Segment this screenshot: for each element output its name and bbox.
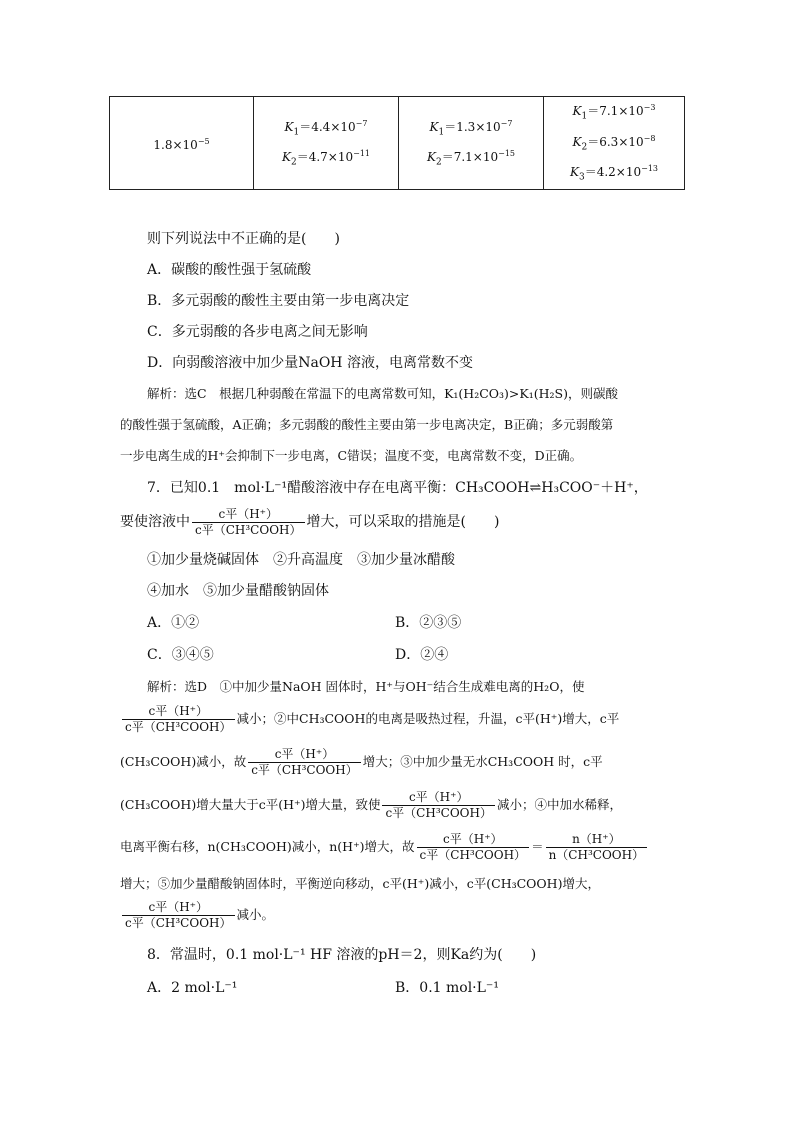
cell-exp: −5: [197, 136, 210, 146]
cell-value: 1.8×10: [153, 137, 198, 152]
k-sub: 2: [435, 157, 442, 168]
table-cell-3: [399, 97, 544, 190]
q7-explanation-line-1: 解析：选D ①中加少量NaOH 固体时，H⁺与OH⁻结合生成难电离的H₂O，使: [147, 679, 585, 694]
fraction-numerator: c平（H⁺）: [122, 900, 235, 916]
fraction-numerator: n（H⁺）: [546, 832, 648, 848]
q7-line-2: [120, 505, 680, 539]
k-sub: 2: [290, 157, 297, 168]
q6-explanation-line-3: 一步电离生成的H⁺会抑制下一步电离，C错误；温度不变，电离常数不变，D正确。: [120, 448, 583, 463]
ratio-fraction: [192, 507, 305, 538]
table-cell-2: [254, 97, 399, 190]
fraction-numerator: c平（H⁺）: [192, 507, 305, 523]
k-exp: −3: [643, 103, 656, 113]
q7-measures-2: ④加水 ⑤加少量醋酸钠固体: [147, 583, 329, 599]
k-value: ＝4.7×10: [296, 150, 354, 164]
fraction-denominator: c平（CH³COOH）: [125, 916, 232, 930]
q7-line-1: 7．已知0.1 mol·L⁻¹醋酸溶液中存在电离平衡：CH₃COOH⇌H₃COO⁻＋H⁺，: [147, 480, 648, 496]
explanation-text: (CH₃COOH)增大量大于c平(H⁺)增大量，致使: [120, 797, 381, 812]
q7-explanation-line-3: [120, 745, 680, 779]
ionization-constants-table: [109, 96, 685, 190]
ratio-fraction: [417, 832, 530, 863]
k-sub: 1: [581, 111, 588, 122]
q7-options-row-1: [147, 613, 707, 633]
q7-line-2-pre: 要使溶液中: [120, 514, 190, 530]
fraction-denominator: c平（CH³COOH）: [251, 763, 358, 777]
q7-explanation-line-4: [120, 788, 680, 822]
q8-option-a: A．2 mol·L⁻¹: [147, 980, 238, 996]
ratio-fraction: [248, 747, 361, 778]
q6-explanation-line-1: 解析：选C 根据几种弱酸在常温下的电离常数可知，K₁(H₂CO₃)>K₁(H₂S)，则碳酸: [147, 386, 618, 401]
fraction-numerator: c平（H⁺）: [248, 747, 361, 763]
k-symbol: K: [572, 104, 582, 119]
k-exp: −13: [641, 164, 658, 174]
k-value: ＝7.1×10: [587, 104, 644, 119]
q7-explanation-line-6: 增大；⑤加少量醋酸钠固体时，平衡逆向移动，c平(H⁺)减小，c平(CH₃COOH)增大，: [120, 876, 600, 891]
fraction-numerator: c平（H⁺）: [382, 790, 495, 806]
k-symbol: K: [569, 165, 579, 180]
q6-stem: 则下列说法中不正确的是( ): [147, 231, 340, 247]
k-symbol: K: [426, 150, 436, 164]
fraction-denominator: c平（CH³COOH）: [419, 848, 527, 862]
k-value: ＝1.3×10: [444, 119, 501, 134]
k-sub: 2: [581, 142, 588, 153]
q7-explanation-line-5: [120, 830, 680, 864]
q6-option-a: A．碳酸的酸性强于氢硫酸: [147, 262, 312, 278]
k-symbol: K: [284, 119, 294, 134]
k-exp: −15: [498, 149, 515, 158]
explanation-text: (CH₃COOH)减小，故: [120, 754, 247, 769]
k-value: ＝7.1×10: [441, 150, 499, 164]
q8-options-row-1: [147, 978, 707, 998]
q6-option-d: D．向弱酸溶液中加少量NaOH 溶液，电离常数不变: [147, 355, 473, 371]
explanation-text: 增大；③中加少量无水CH₃COOH 时，c平: [362, 754, 603, 769]
ratio-fraction: [122, 900, 235, 931]
k-exp: −7: [500, 118, 513, 128]
explanation-text: 电离平衡右移，n(CH₃COOH)减小，n(H⁺)增大，故: [120, 839, 415, 854]
explanation-text: 减小；②中CH₃COOH的电离是吸热过程，升温，c平(H⁺)增大，c平: [236, 711, 620, 726]
q7-option-c: C．③④⑤: [147, 647, 214, 663]
k-sub: 1: [293, 127, 300, 137]
fraction-denominator: c平（CH³COOH）: [385, 806, 492, 820]
q6-explanation-line-2: 的酸性强于氢硫酸，A正确；多元弱酸的酸性主要由第一步电离决定，B正确；多元弱酸第: [120, 417, 614, 432]
q7-options-row-2: [147, 645, 707, 665]
q8-stem: 8．常温时，0.1 mol·L⁻¹ HF 溶液的pH＝2，则Ka约为( ): [147, 947, 537, 963]
q6-option-b: B．多元弱酸的酸性主要由第一步电离决定: [147, 293, 410, 309]
table-cell-1: [110, 97, 254, 190]
fraction-denominator: c平（CH³COOH）: [195, 522, 302, 537]
q7-option-b: B．②③⑤: [395, 615, 462, 631]
explanation-text: 减小。: [236, 907, 275, 922]
fraction-denominator: n（CH³COOH）: [548, 848, 645, 862]
k-symbol: K: [281, 150, 291, 164]
ratio-fraction: [122, 704, 235, 735]
equals-sign: ＝: [531, 839, 544, 854]
q7-line-2-post: 增大，可以采取的措施是( ): [306, 514, 500, 530]
q7-option-a: A．①②: [147, 615, 200, 631]
fraction-numerator: c平（H⁺）: [417, 832, 530, 848]
q7-explanation-line-7: [120, 898, 680, 932]
q7-explanation-line-2: [120, 702, 680, 736]
explanation-text: 减小；④中加水稀释，: [496, 797, 622, 812]
k-symbol: K: [429, 119, 439, 134]
fraction-denominator: c平（CH³COOH）: [125, 720, 232, 734]
table-cell-4: [544, 97, 685, 190]
ratio-fraction: [382, 790, 495, 821]
k-value: ＝4.2×10: [584, 165, 642, 180]
k-exp: −7: [355, 118, 368, 128]
q7-option-d: D．②④: [395, 647, 449, 663]
mole-ratio-fraction: [546, 832, 648, 863]
q7-measures-1: ①加少量烧碱固体 ②升高温度 ③加少量冰醋酸: [147, 552, 455, 568]
fraction-numerator: c平（H⁺）: [122, 704, 235, 720]
k-sub: 1: [438, 127, 445, 137]
k-value: ＝4.4×10: [299, 119, 356, 134]
table-row: [110, 97, 685, 190]
k-symbol: K: [572, 134, 582, 149]
k-exp: −8: [643, 133, 656, 143]
k-exp: −11: [353, 149, 370, 158]
k-sub: 3: [578, 172, 585, 183]
q8-option-b: B．0.1 mol·L⁻¹: [395, 980, 499, 996]
q6-option-c: C．多元弱酸的各步电离之间无影响: [147, 324, 368, 340]
k-value: ＝6.3×10: [587, 134, 644, 149]
